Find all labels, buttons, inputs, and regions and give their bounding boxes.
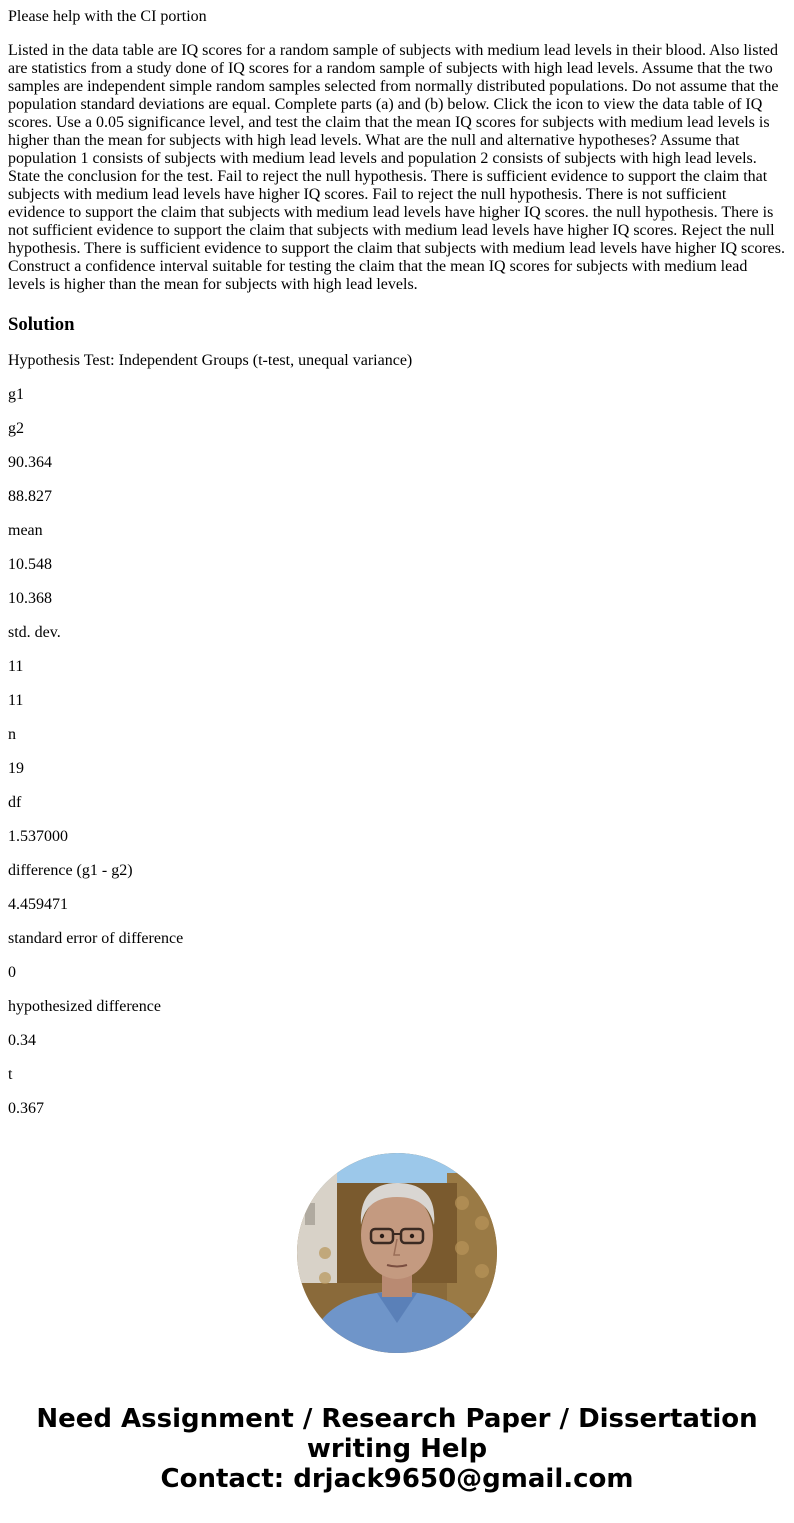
solution-line: std. dev.: [8, 624, 61, 641]
solution-line: 88.827: [8, 488, 52, 505]
solution-line: 11: [8, 692, 24, 709]
solution-line: hypothesized difference: [8, 998, 161, 1015]
tutor-avatar: [297, 1153, 497, 1353]
solution-line: 0: [8, 964, 16, 981]
solution-line: 4.459471: [8, 896, 68, 913]
help-banner-line2: writing Help: [306, 1434, 488, 1464]
solution-line: n: [8, 726, 16, 743]
solution-line: 0.367: [8, 1100, 44, 1117]
solution-line: 10.548: [8, 556, 52, 573]
solution-line: t: [8, 1066, 13, 1083]
solution-heading: Solution: [8, 314, 75, 335]
solution-line: 11: [8, 658, 24, 675]
solution-lines: [8, 352, 786, 1118]
solution-line: g1: [8, 386, 24, 403]
solution-line: 19: [8, 760, 24, 777]
solution-line: g2: [8, 420, 24, 437]
solution-line: standard error of difference: [8, 930, 184, 947]
question-body: Listed in the data table are IQ scores for a random sample of subjects with medium lead levels in their blood. Also listed are statistics from a study done of IQ scores for a random sample of subjects with high lead levels. Assume that the two samples are independent simple random samples selected from normally distributed populations. Do not assume that the population standard deviations are equal. Complete parts (a) and (b) below. Click the icon to view the data table of IQ scores. Use a 0.05 significance level, and test the claim that the mean IQ scores for subjects with medium lead levels is higher than the mean for subjects with high lead levels. What are the null and alternative hypotheses? Assume that population 1 consists of subjects with medium lead levels and population 2 consists of subjects with high lead levels. State the conclusion for the test. Fail to reject the null hypothesis. There is sufficient evidence to support the claim that subjects with medium lead levels have higher IQ scores. Fail to reject the null hypothesis. There is not sufficient evidence to support the claim that subjects with medium lead levels have higher IQ scores. the null hypothesis. There is not sufficient evidence to support the claim that subjects with medium lead levels have higher IQ scores. Reject the null hypothesis. There is sufficient evidence to support the claim that subjects with medium lead levels have higher IQ scores. Construct a confidence interval suitable for testing the claim that the mean IQ scores for subjects with medium lead levels is higher than the mean for subjects with high lead levels.: [8, 42, 785, 293]
help-banner-contact: Contact: drjack9650@gmail.com: [160, 1464, 634, 1494]
solution-line: df: [8, 794, 22, 811]
solution-line: difference (g1 - g2): [8, 862, 133, 879]
solution-line: mean: [8, 522, 43, 539]
help-banner-line1: Need Assignment / Research Paper / Dissertation: [36, 1404, 758, 1434]
solution-line: 10.368: [8, 590, 52, 607]
help-banner: [0, 1404, 794, 1494]
solution-line: Hypothesis Test: Independent Groups (t-test, unequal variance): [8, 352, 413, 369]
solution-line: 90.364: [8, 454, 52, 471]
solution-line: 0.34: [8, 1032, 36, 1049]
question-title: Please help with the CI portion: [8, 8, 207, 25]
solution-line: 1.537000: [8, 828, 68, 845]
page-content: [8, 0, 786, 1118]
